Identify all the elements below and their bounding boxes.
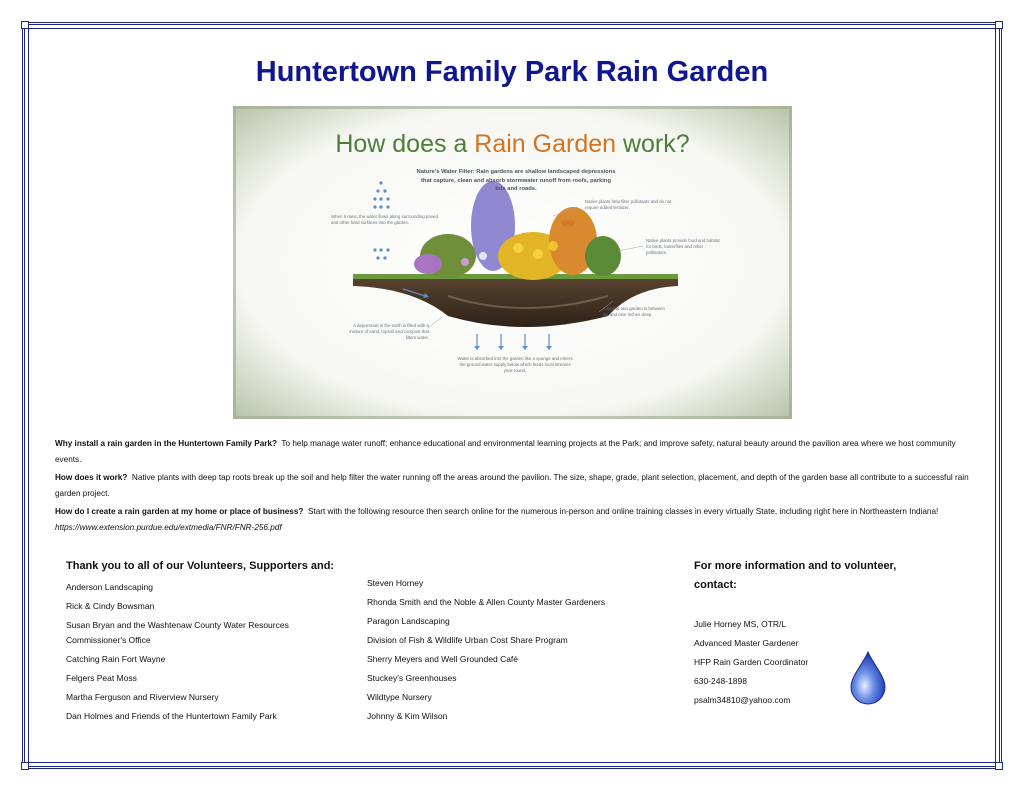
contact-heading-line2: contact:	[694, 579, 737, 591]
supporter-item: Sherry Meyers and Well Grounded Café	[367, 654, 519, 664]
page-title: Huntertown Family Park Rain Garden	[255, 56, 769, 88]
contact-credential: Advanced Master Gardener	[694, 638, 799, 648]
infographic-heading	[233, 130, 792, 159]
answer-why: To help manage water runoff; enhance educational and environmental learning projects at the Park; and improve safety, natural beauty around the pavilion area where we host community events.	[55, 439, 956, 464]
paragraph-create	[55, 504, 970, 535]
paragraph-how-it-works	[55, 470, 970, 501]
rain-garden-infographic	[233, 106, 792, 419]
supporter-item: Division of Fish & Wildlife Urban Cost Share Program	[367, 635, 568, 645]
contact-role: HFP Rain Garden Coordinator	[694, 657, 809, 667]
supporter-item: Rick & Cindy Bowsman	[66, 601, 155, 611]
answer-how-it-works: Native plants with deep tap roots break up the soil and help filter the water running off the areas around the pavilion. The size, shape, grade, plant selection, placement, and depth of the garden base all contribute to a successful rain garden project.	[55, 473, 969, 498]
supporter-item: Dan Holmes and Friends of the Huntertown Family Park	[66, 711, 277, 721]
question-create: How do I create a rain garden at my home or place of business?	[55, 507, 304, 516]
supporter-item: Steven Horney	[367, 578, 424, 588]
contact-name: Julie Horney MS, OTR/L	[694, 619, 787, 629]
thanks-heading: Thank you to all of our Volunteers, Supporters and:	[66, 560, 335, 572]
border-corner-top-left	[21, 21, 29, 29]
question-how-it-works: How does it work?	[55, 473, 128, 482]
note-filter-pollutants: Native plants help filter pollutants and do not require added fertilizer.	[585, 199, 672, 210]
contact-heading-line1: For more information and to volunteer,	[694, 560, 897, 572]
border-corner-bottom-right	[995, 762, 1003, 770]
supporter-item: Susan Bryan and the Washtenaw County Water Resources	[66, 620, 289, 630]
note-soil-mixture: A depression in the earth is filled with a mixture of sand, topsoil and compost that filters water.	[348, 323, 429, 340]
supporter-item: Wildtype Nursery	[367, 692, 432, 702]
resource-link[interactable]: https://www.extension.purdue.edu/extmedia/FNR/FNR-256.pdf	[55, 522, 282, 532]
paragraph-why	[55, 436, 970, 467]
supporter-item: Catching Rain Fort Wayne	[66, 654, 166, 664]
heading-part-post: work?	[616, 130, 690, 158]
water-drop-icon	[849, 650, 887, 706]
supporter-item: Felgers Peat Moss	[66, 673, 137, 683]
border-corner-top-right	[995, 21, 1003, 29]
question-why: Why install a rain garden in the Huntertown Family Park?	[55, 439, 278, 448]
supporter-item: Stuckey's Greenhouses	[367, 673, 457, 683]
note-rain-flow: When it rains, the water flows along surrounding paved and other hard surfaces into the garden.	[331, 214, 438, 225]
supporter-item: Paragon Landscaping	[367, 616, 450, 626]
supporter-item: Rhonda Smith and the Noble & Allen County Master Gardeners	[367, 597, 606, 607]
note-water-absorbed: Water is absorbed into the garden like a sponge and enters the ground water supply below which feeds local streams year-round.	[457, 356, 573, 373]
heading-part-accent: Rain Garden	[474, 130, 617, 158]
note-habitat: Native plants provide food and habitat for birds, butterflies and other pollinators.	[646, 238, 720, 255]
supporter-item: Anderson Landscaping	[66, 582, 153, 592]
contact-phone: 630-248-1898	[694, 676, 747, 686]
supporter-item: Commissioner's Office	[66, 635, 151, 645]
supporter-item: Johnny & Kim Wilson	[367, 711, 448, 721]
heading-part-pre: How does a	[335, 130, 475, 158]
note-garden-depth: A typical rain garden is between six and nine inches deep.	[603, 306, 665, 317]
supporter-item: Martha Ferguson and Riverview Nursery	[66, 692, 219, 702]
contact-email[interactable]: psalm34810@yahoo.com	[694, 695, 791, 705]
border-corner-bottom-left	[21, 762, 29, 770]
answer-create: Start with the following resource then search online for the numerous in-person and online training classes in every virtually State, including right here in Northeastern Indiana!	[307, 507, 939, 516]
infographic-subheading: Nature's Water Filter: Rain gardens are shallow landscaped depressions that capture, clean and absorb stormwater runoff from roofs, parking lots and roads.	[416, 169, 616, 192]
